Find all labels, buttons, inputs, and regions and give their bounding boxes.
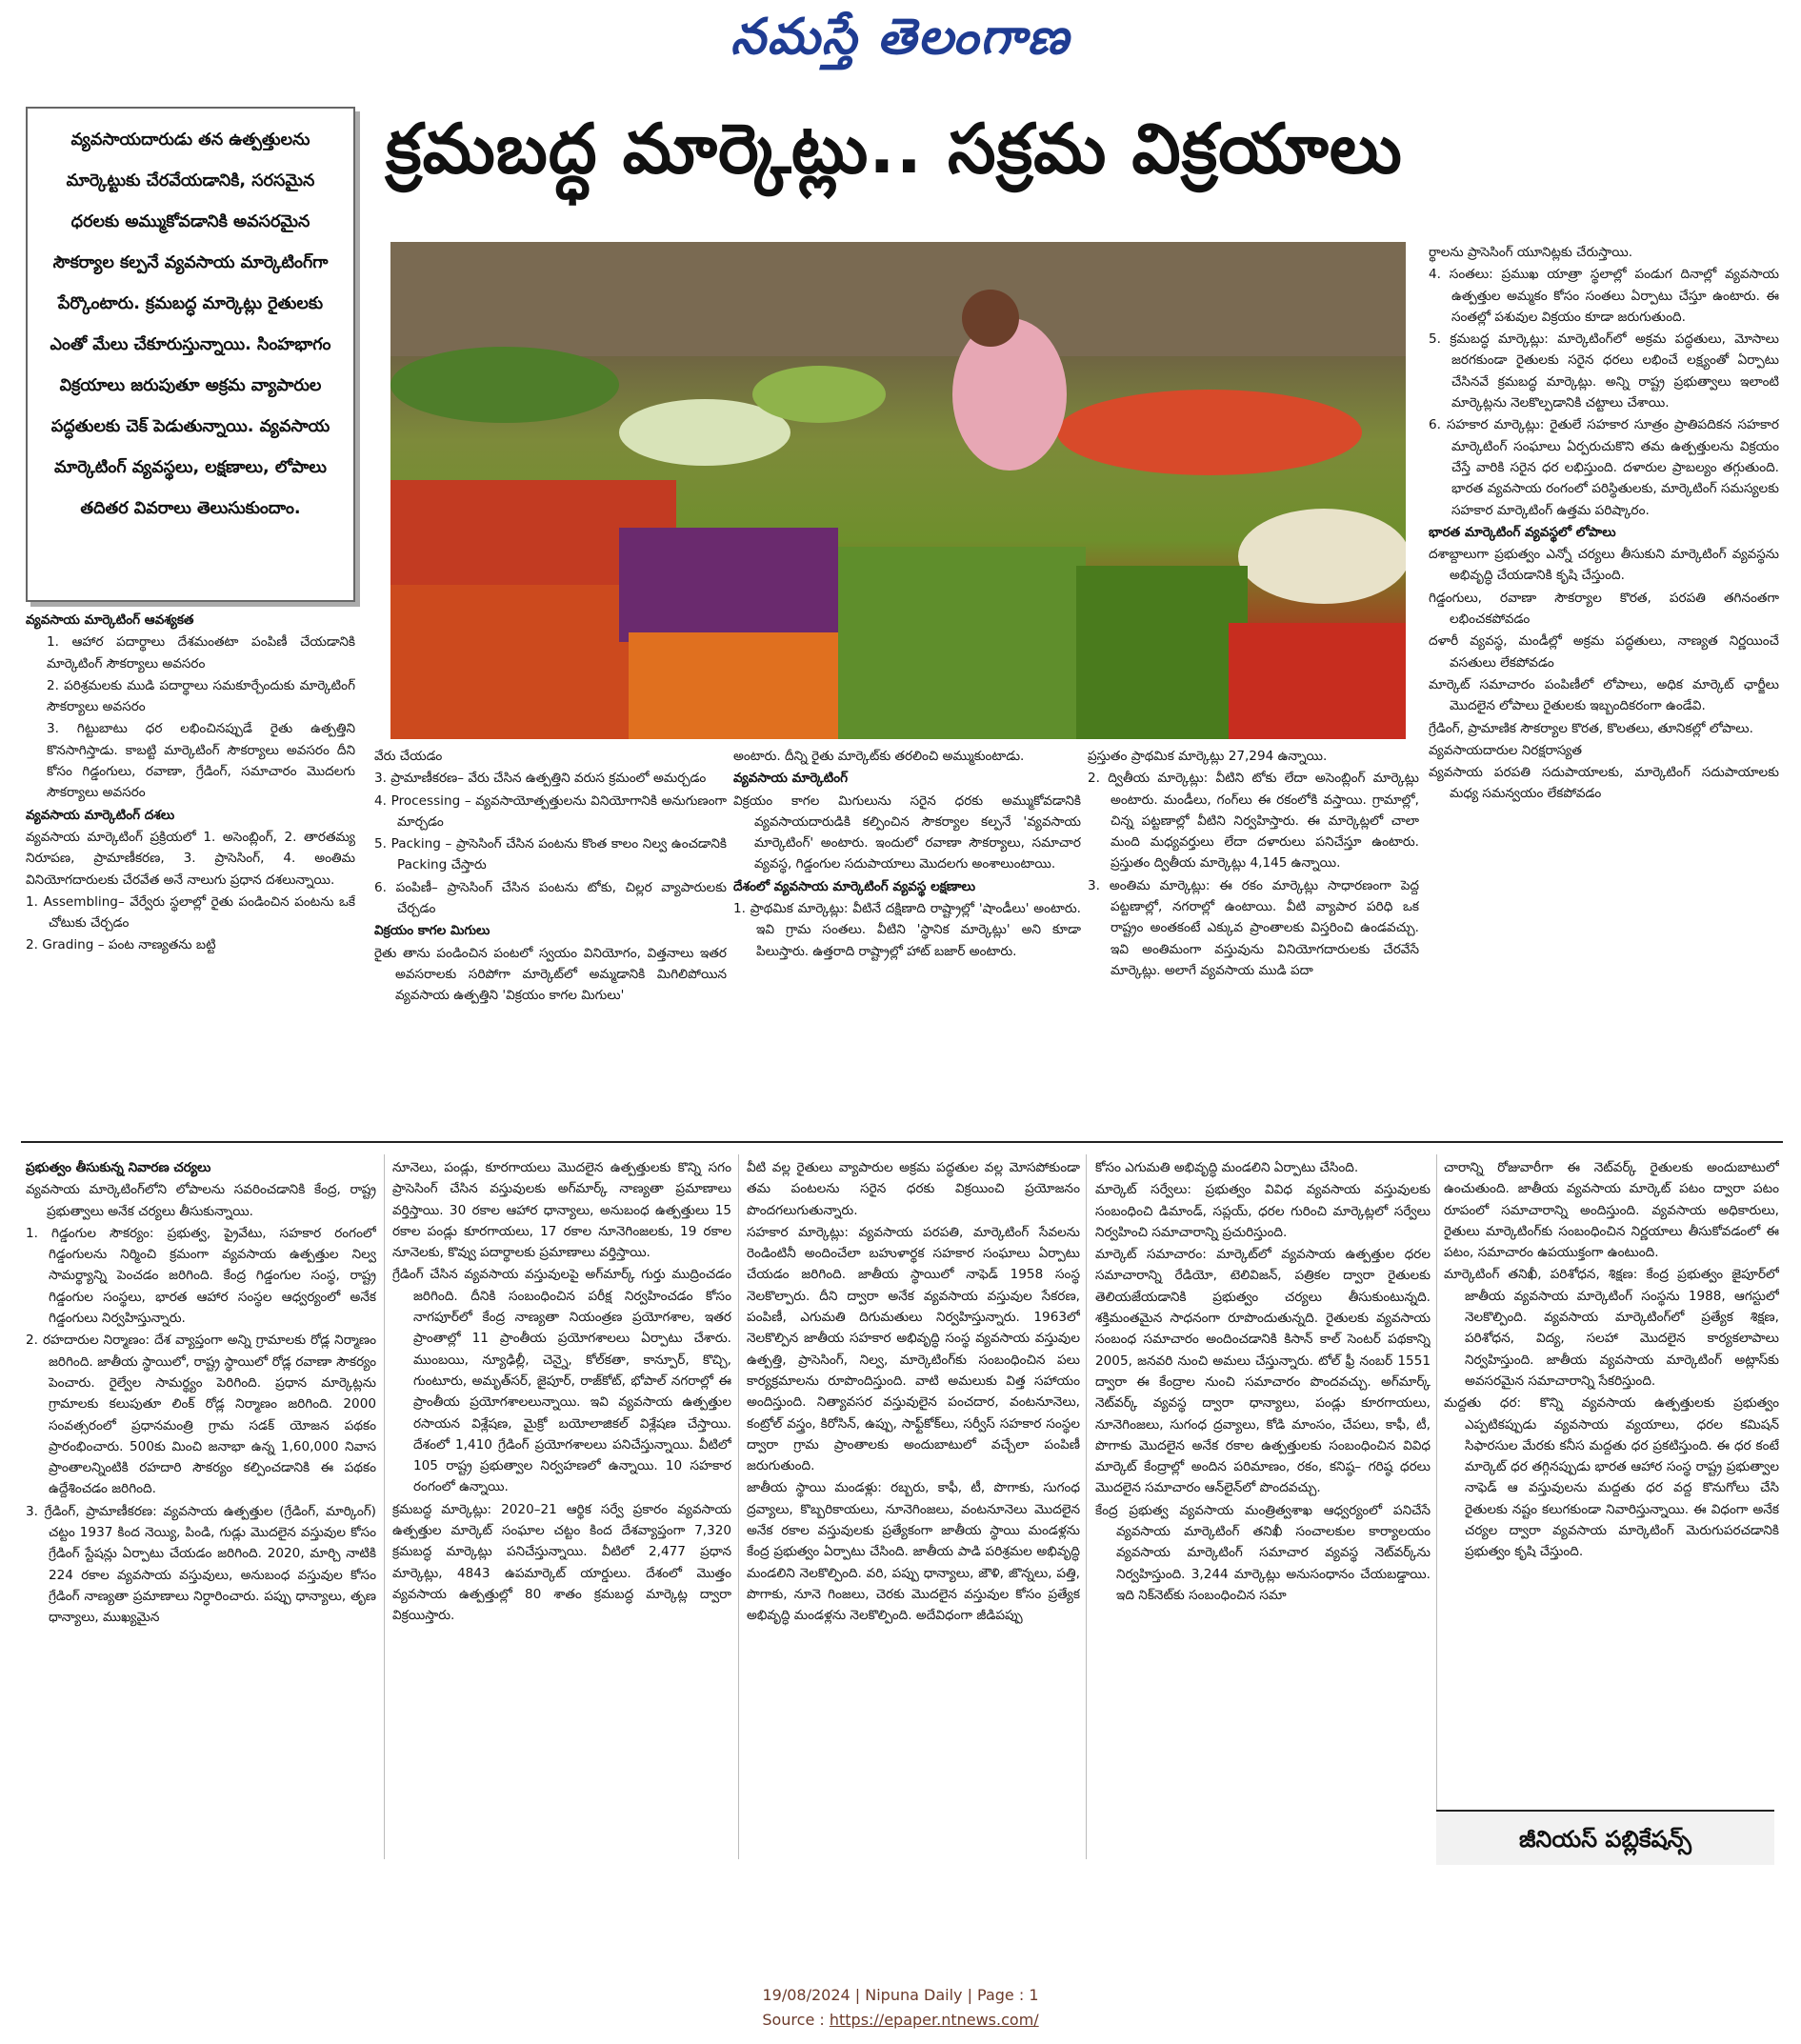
- paragraph: మార్కెట్ సమాచారం: మార్కెట్‌లో వ్యవసాయ ఉత్పత్తుల ధరల సమాచారాన్ని రేడియో, టెలివిజన్, పత్రికల ద్వారా రైతులకు తెలియజేయడానికి ప్రభుత్వం చర్యలు తీసుకుంటున్నది. శక్తిమంతమైన సాధనంగా రూపొందుతున్నది. రైతులకు వ్యవసాయ సంబంధ సమాచారం అందించడానికి కిసాన్ కాల్ సెంటర్ పథకాన్ని 2005, జనవరి నుంచి అమలు చేస్తున్నారు. టోల్ ఫ్రీ నంబర్ 1551 ద్వారా ఈ కేంద్రాల నుంచి సమాచారం పొందవచ్చు. అగ్‌మార్క్ నెట్‌వర్క్ వ్యవస్థ ద్వారా ధాన్యాలు, పండ్లు కూరగాయలు, నూనెగింజలు, సుగంధ ద్రవ్యాలు, కోడి మాంసం, చేపలు, కాఫీ, టీ, పొగాకు మొదలైన అనేక రకాల ఉత్పత్తులకు సంబంధించిన వివిధ మార్కెట్ కేంద్రాల్లో అందిన పరిమాణం, రకం, కనిష్ఠ– గరిష్ఠ ధరలు మొదలైన సమాచారం ఆన్‌లైన్‌లో పొందవచ్చు.: [1095, 1247, 1431, 1496]
- paragraph: వ్యవసాయ మార్కెటింగ్‌లోని లోపాలను సవరించడానికి కేంద్ర, రాష్ట్ర ప్రభుత్వాలు అనేక చర్యలు తీసుకున్నాయి.: [26, 1182, 376, 1219]
- paragraph: వీటి వల్ల రైతులు వ్యాపారుల అక్రమ పద్ధతుల వల్ల మోసపోకుండా తమ పంటలను సరైన ధరకు విక్రయించి ప్రయోజనం పొందగలుగుతున్నారు.: [747, 1160, 1080, 1218]
- list-item: 1. ప్రాథమిక మార్కెట్లు: వీటినే దక్షిణాది రాష్ట్రాల్లో 'షాండీలు' అంటారు. ఇవి గ్రామ సంతలు. వీటిని 'స్థానిక మార్కెట్లు' అని కూడా పిలుస్తారు. ఉత్తరాది రాష్ట్రాల్లో హాట్ బజార్ అంటారు.: [733, 901, 1081, 959]
- list-item: 3. ప్రామాణీకరణ– వేరు చేసిన ఉత్పత్తిని వరుస క్రమంలో అమర్చడం: [374, 771, 707, 787]
- paragraph: సహకార మార్కెట్లు: వ్యవసాయ పరపతి, మార్కెటింగ్ సేవలను రెండింటినీ అందించేలా బహుళార్థక సహకార సంఘాలు ఏర్పాటు చేయడం జరిగింది. జాతీయ స్థాయిలో నాఫెడ్ 1958 సంస్థ నెలకొల్పారు. దీని ద్వారా అనేక వ్యవసాయ వస్తువుల సేకరణ, పంపిణీ, ఎగుమతి దిగుమతులు నిర్వహిస్తున్నారు. 1963లో నెలకొల్పిన జాతీయ సహకార అభివృద్ధి సంస్థ వ్యవసాయ వస్తువుల ఉత్పత్తి, ప్రాసెసింగ్, నిల్వ, మార్కెటింగ్‌కు సంబంధించిన పలు కార్యక్రమాలను రూపొందిస్తుంది. వాటి అమలుకు విత్త సహాయం అందిస్తుంది. నిత్యావసర వస్తువులైన పంచదార, వంటనూనెలు, కంట్రోల్ వస్త్రం, కిరోసిన్, ఉప్పు, సాఫ్ట్‌కోక్‌లు, సర్వీస్ సహకార సంస్థల ద్వారా గ్రామ ప్రాంతాలకు అందుబాటులో వచ్చేలా పంపిణీ జరుగుతుంది.: [747, 1224, 1080, 1474]
- paragraph: చారాన్ని రోజువారీగా ఈ నెట్‌వర్క్ రైతులకు అందుబాటులో ఉంచుతుంది. జాతీయ వ్యవసాయ మార్కెట్ పటం ద్వారా పటం రూపంలో సమాచారాన్ని అందిస్తుంది. వ్యవసాయ అధికారులు, రైతులు మార్కెటింగ్‌కు సంబంధించిన నిర్ణయాలు తీసుకోవడంలో ఈ పటం, సమాచారం ఉపయుక్తంగా ఉంటుంది.: [1444, 1160, 1779, 1261]
- paragraph: అంటారు. దీన్ని రైతు మార్కెట్‌కు తరలించి అమ్ముకుంటాడు.: [733, 749, 1025, 764]
- list-item: 3. గిట్టుబాటు ధర లభించినప్పుడే రైతు ఉత్పత్తిని కొనసాగిస్తాడు. కాబట్టి మార్కెటింగ్ సౌకర్యాలు అవసరం దీని కోసం గిడ్డంగులు, రవాణా, గ్రేడింగ్, సమాచారం మొదలగు సౌకర్యాలు అవసరం: [47, 721, 355, 801]
- paragraph: కోసం ఎగుమతి అభివృద్ధి మండలిని ఏర్పాటు చేసింది.: [1095, 1160, 1359, 1175]
- publisher-credit: జీనియస్ పబ్లికేషన్స్: [1436, 1810, 1774, 1865]
- section-heading: వ్యవసాయ మార్కెటింగ్ దశలు: [26, 807, 175, 823]
- list-item: 2. రహదారుల నిర్మాణం: దేశ వ్యాప్తంగా అన్ని గ్రామాలకు రోడ్ల నిర్మాణం జరిగింది. జాతీయ స్థాయిలో, రాష్ట్ర స్థాయిలో రోడ్ల రవాణా సౌకర్యం పెంచారు. రైల్వేల సామర్థ్యం పెరిగింది. ప్రధాన మార్కెట్లను గ్రామాలకు కలుపుతూ లింక్ రోడ్ల నిర్మాణం జరిగింది. 2000 సంవత్సరంలో ప్రధానమంత్రి గ్రామ సడక్ యోజన పథకం ప్రారంభించారు. 500కు మించి జనాభా ఉన్న 1,60,000 నివాస ప్రాంతాలన్నింటికి రహదారి సౌకర్యం కల్పించడానికి ఈ పథకం ఉద్దేశించడం జరిగింది.: [26, 1333, 376, 1497]
- masthead: [0, 0, 1801, 78]
- list-item: 5. Packing – ప్రాసెసింగ్ చేసిన పంటను కొంత కాలం నిల్వ ఉంచడానికి Packing చేస్తారు: [374, 836, 727, 873]
- paragraph: వేరు చేయడం: [374, 749, 443, 764]
- column-2: [374, 746, 727, 1127]
- list-item: 2. ద్వితీయ మార్కెట్లు: వీటిని టోకు లేదా అసెంబ్లింగ్ మార్కెట్లు అంటారు. మండీలు, గంగ్‌లు ఈ రకంలోకి వస్తాయి. గ్రామాల్లో, చిన్న పట్టణాల్లో వీటిని నిర్వహిస్తారు. ఈ మార్కెట్లలో చాలా మంది మధ్యవర్తులు లేదా దళారులు పనిచేస్తూ ఉంటారు. ప్రస్తుతం ద్వితీయ మార్కెట్లు 4,145 ఉన్నాయి.: [1088, 771, 1419, 872]
- column-rule: [1436, 1154, 1437, 1859]
- lower-column-3: [747, 1157, 1080, 1876]
- paragraph: క్రమబద్ధ మార్కెట్లు: 2020–21 ఆర్థిక సర్వే ప్రకారం వ్యవసాయ ఉత్పత్తుల మార్కెట్ సంఘాల చట్టం కింద దేశవ్యాప్తంగా 7,320 క్రమబద్ధ మార్కెట్లు పనిచేస్తున్నాయి. వీటిలో 2,477 ప్రధాన మార్కెట్లు, 4843 ఉపమార్కెట్ యార్డులు. దేశంలో మొత్తం వ్యవసాయ ఉత్పత్తుల్లో 80 శాతం క్రమబద్ధ మార్కెట్ల ద్వారా విక్రయిస్తారు.: [392, 1501, 731, 1624]
- lower-column-2: [392, 1157, 731, 1876]
- section-heading: వ్యవసాయ మార్కెటింగ్: [733, 771, 849, 787]
- paragraph: ర్థాలను ప్రాసెసింగ్ యూనిట్లకు చేరుస్తాయి.: [1429, 245, 1633, 260]
- bullet-item: దళారీ వ్యవస్థ, మండీల్లో అక్రమ పద్ధతులు, నాణ్యత నిర్ణయించే వసతులు లేకపోవడం: [1429, 633, 1779, 671]
- market-photo-art: [390, 242, 1406, 739]
- lower-column-1: [26, 1157, 376, 1876]
- source-link[interactable]: https://epaper.ntnews.com/: [829, 2011, 1039, 2029]
- list-item: 2. Grading – పంట నాణ్యతను బట్టి: [26, 937, 216, 953]
- list-item: 5. క్రమబద్ధ మార్కెట్లు: మార్కెటింగ్‌లో అక్రమ పద్ధతులు, మోసాలు జరగకుండా రైతులకు సరైన ధరలు లభించే లక్ష్యంతో ఏర్పాటు చేసినవే క్రమబద్ధ మార్కెట్లు. అన్ని రాష్ట్ర ప్రభుత్వాలు ఇలాంటి మార్కెట్లను నెలకొల్పడానికి చట్టాలు చేశాయి.: [1429, 331, 1779, 411]
- section-heading: విక్రయం కాగల మిగులు: [374, 923, 490, 939]
- bullet-item: దశాబ్దాలుగా ప్రభుత్వం ఎన్నో చర్యలు తీసుకుని మార్కెటింగ్ వ్యవస్థను అభివృద్ధి చేయడానికి కృషి చేస్తుంది.: [1429, 547, 1779, 584]
- section-heading: ప్రభుత్వం తీసుకున్న నివారణ చర్యలు: [26, 1160, 211, 1175]
- paragraph: గ్రేడింగ్ చేసిన వ్యవసాయ వస్తువులపై అగ్‌మార్క్ గుర్తు ముద్రించడం జరిగింది. దీనికి సంబంధించిన పరీక్ష నిర్వహించడం కోసం నాగపూర్‌లో కేంద్ర నాణ్యతా నియంత్రణ ప్రయోగశాల, ఇతర ప్రాంతాల్లో 11 ప్రాంతీయ ప్రయోగశాలలు ఏర్పాటు చేశారు. ముంబయి, న్యూఢిల్లీ, చెన్నై, కోల్‌కతా, కాన్పూర్, కొచ్చి, గుంటూరు, అమృత్‌సర్, జైపూర్, రాజ్‌కోట్, భోపాల్ నగరాల్లో ఈ ప్రాంతీయ ప్రయోగశాలలున్నాయి. ఇవి వ్యవసాయ ఉత్పత్తుల రసాయన విశ్లేషణ, మైక్రో బయోలాజికల్ విశ్లేషణ చేస్తాయి. దేశంలో 1,410 గ్రేడింగ్ ప్రయోగశాలలు పనిచేస్తున్నాయి. వీటిలో 105 రాష్ట్ర ప్రభుత్వాల నిర్వహణలో ఉన్నాయి. 10 సహకార రంగంలో ఉన్నాయి.: [392, 1267, 731, 1495]
- column-1: [26, 610, 355, 1124]
- list-item: 6. సహకార మార్కెట్లు: రైతులే సహకార సూత్రం ప్రాతిపదికన సహకార మార్కెటింగ్ సంఘాలు ఏర్పరుచుకొని తమ ఉత్పత్తులను విక్రయం చేస్తే వారికి సరైన ధర లభిస్తుంది. దళారుల ప్రాబల్యం తగ్గుతుంది. భారత వ్యవసాయ రంగంలో పరిస్థితులకు, మార్కెటింగ్ సమస్యలకు సహకార మార్కెటింగ్ ఉత్తమ పరిష్కారం.: [1429, 417, 1779, 518]
- headline: క్రమబద్ధ మార్కెట్లు.. సక్రమ విక్రయాలు: [386, 109, 1403, 189]
- lower-column-5: [1444, 1157, 1779, 1805]
- list-item: 1. గిడ్డంగుల సౌకర్యం: ప్రభుత్వ, ప్రైవేటు, సహకార రంగంలో గిడ్డంగులను నిర్మించి క్రమంగా వ్యవసాయ ఉత్పత్తుల నిల్వ సామర్థ్యాన్ని పెంచడం జరిగింది. కేంద్ర గిడ్డంగుల సంస్థ, రాష్ట్ర గిడ్డంగుల సంస్థలు, భారత ఆహార సంస్థల ఆధ్వర్యంలో అనేక గిడ్డంగులు నిర్వహిస్తున్నారు.: [26, 1225, 376, 1327]
- column-rule: [738, 1154, 739, 1859]
- newspaper-logo: నమస్తే తెలంగాణ: [730, 8, 1071, 66]
- paragraph: ప్రస్తుతం ప్రాథమిక మార్కెట్లు 27,294 ఉన్నాయి.: [1088, 749, 1328, 764]
- section-divider: [21, 1141, 1783, 1143]
- paragraph: మద్దతు ధర: కొన్ని వ్యవసాయ ఉత్పత్తులకు ప్రభుత్వం ఎప్పటికప్పుడు వ్యవసాయ వ్యయాలు, ధరల కమిషన్ సిఫారసుల మేరకు కనీస మద్దతు ధర ప్రకటిస్తుంది. ఈ ధర కంటే మార్కెట్ ధర తగ్గినప్పుడు భారత ఆహార సంస్థ రాష్ట్ర ప్రభుత్వాల నాఫెడ్ ఆ వస్తువులను మద్దతు ధర వద్ద కొనుగోలు చేసి రైతులకు నష్టం కలుగకుండా నివారిస్తున్నాయి. ఈ విధంగా అనేక చర్యల ద్వారా వ్యవసాయ మార్కెటింగ్ మెరుగుపరచడానికి ప్రభుత్వం కృషి చేస్తుంది.: [1444, 1395, 1779, 1560]
- list-item: 1. ఆహార పదార్థాలు దేశమంతటా పంపిణీ చేయడానికి మార్కెటింగ్ సౌకర్యాలు అవసరం: [47, 634, 355, 671]
- paragraph: కేంద్ర ప్రభుత్వ వ్యవసాయ మంత్రిత్వశాఖ ఆధ్వర్యంలో పనిచేసే వ్యవసాయ మార్కెటింగ్ తనిఖీ సంచాలకుల కార్యాలయం వ్యవసాయ మార్కెటింగ్ సమాచార వ్యవస్థ నెట్‌వర్క్‌ను నిర్వహిస్తుంది. 3,244 మార్కెట్లు అనుసంధానం చేయబడ్డాయి. ఇది నిక్‌నెట్‌కు సంబంధించిన సమా: [1095, 1502, 1431, 1603]
- section-heading: భారత మార్కెటింగ్ వ్యవస్థలో లోపాలు: [1429, 524, 1616, 540]
- bullet-item: వ్యవసాయదారుల నిరక్షరాస్యత: [1429, 742, 1582, 758]
- column-4: [1088, 746, 1419, 1127]
- column-rule: [1086, 1154, 1087, 1859]
- intro-box: [26, 107, 355, 602]
- section-heading: వ్యవసాయ మార్కెటింగ్ ఆవశ్యకత: [26, 612, 194, 628]
- paragraph: రైతు తాను పండించిన పంటలో స్వయం వినియోగం, విత్తనాలు ఇతర అవసరాలకు సరిపోగా మార్కెట్‌లో అమ్మడానికి మిగిలిపోయిన వ్యవసాయ ఉత్పత్తిని 'విక్రయం కాగల మిగులు': [374, 945, 727, 1004]
- paragraph: మార్కెట్ సర్వేలు: ప్రభుత్వం వివిధ వ్యవసాయ వస్తువులకు సంబంధించి డిమాండ్, సప్లయ్, ధరల గురించి మార్కెట్లలో సర్వేలు నిర్వహించి సమాచారాన్ని ప్రచురిస్తుంది.: [1095, 1182, 1431, 1240]
- bullet-item: గిడ్డంగులు, రవాణా సౌకర్యాల కొరత, పరపతి తగినంతగా లభించకపోవడం: [1429, 590, 1779, 628]
- market-photo: [390, 242, 1406, 739]
- list-item: 4. సంతలు: ప్రముఖ యాత్రా స్థలాల్లో పండుగ దినాల్లో వ్యవసాయ ఉత్పత్తుల అమ్మకం కోసం సంతలు ఏర్పాటు చేస్తూ ఉంటారు. ఈ సంతల్లో పశువుల విక్రయం కూడా జరుగుతుంది.: [1429, 267, 1779, 325]
- lower-column-4: [1095, 1157, 1431, 1876]
- page-footer: [0, 1983, 1801, 2040]
- list-item: 3. అంతిమ మార్కెట్లు: ఈ రకం మార్కెట్లు సాధారణంగా పెద్ద పట్టణాల్లో, నగరాల్లో ఉంటాయి. వీటి వ్యాపార పరిధి ఒక రాష్ట్రం అంతకంటే ఎక్కువ ప్రాంతాలకు విస్తరించి ఉండవచ్చు. ఇవి అంతిమంగా వస్తువును వినియోగదారులకు చేరవేసే మార్కెట్లు. అలాగే వ్యవసాయ ముడి పదా: [1088, 877, 1419, 978]
- list-item: 2. పరిశ్రమలకు ముడి పదార్థాలు సమకూర్చేందుకు మార్కెటింగ్ సౌకర్యాలు అవసరం: [47, 677, 355, 715]
- list-item: 4. Processing – వ్యవసాయోత్పత్తులను వినియోగానికి అనుగుణంగా మార్చడం: [374, 792, 727, 830]
- paragraph: మార్కెటింగ్ తనిఖీ, పరిశోధన, శిక్షణ: కేంద్ర ప్రభుత్వం జైపూర్‌లో జాతీయ వ్యవసాయ మార్కెటింగ్ సంస్థను 1988, ఆగస్టులో నెలకొల్పింది. వ్యవసాయ మార్కెటింగ్‌లో ప్రత్యేక శిక్షణ, పరిశోధన, విద్య, సలహా మొదలైన కార్యకలాపాలు నిర్వహిస్తుంది. జాతీయ వ్యవసాయ మార్కెటింగ్ అట్లాస్‌కు అవసరమైన సమాచారాన్ని సేకరిస్తుంది.: [1444, 1267, 1779, 1389]
- paragraph: విక్రయం కాగల మిగులును సరైన ధరకు అమ్ముకోవడానికి వ్యవసాయదారుడికి కల్పించిన సౌకర్యాల కల్పనే 'వ్యవసాయ మార్కెటింగ్' అంటారు. ఇందులో రవాణా సౌకర్యాలు, సమాచార వ్యవస్థ, గిడ్డంగుల సదుపాయాలు మొదలగు అంశాలుంటాయి.: [733, 792, 1081, 872]
- list-item: 6. పంపిణీ– ప్రాసెసింగ్ చేసిన పంటను టోకు, చిల్లర వ్యాపారులకు చేర్చడం: [374, 879, 727, 917]
- column-3: [733, 746, 1081, 1127]
- intro-text: వ్యవసాయదారుడు తన ఉత్పత్తులను మార్కెట్టుకు చేరవేయడానికి, సరసమైన ధరలకు అమ్ముకోవడానికి అవసరమైన సౌకర్యాల కల్పనే వ్యవసాయ మార్కెటింగ్‌గా పేర్కొంటారు. క్రమబద్ధ మార్కెట్లు రైతులకు ఎంతో మేలు చేకూరుస్తున్నాయి. సింహభాగం విక్రయాలు జరుపుతూ అక్రమ వ్యాపారుల పద్ధతులకు చెక్ పెడుతున్నాయి. వ్యవసాయ మార్కెటింగ్ వ్యవస్థలు, లక్షణాలు, లోపాలు తదితర వివరాలు తెలుసుకుందాం.: [50, 130, 331, 518]
- paragraph: వ్యవసాయ మార్కెటింగ్ ప్రక్రియలో 1. అసెంబ్లింగ్, 2. తారతమ్య నిరూపణ, ప్రామాణీకరణ, 3. ప్రాసెసింగ్, 4. అంతిమ వినియోగదారులకు చేరవేత అనే నాలుగు ప్రధాన దశలున్నాయి.: [26, 829, 355, 888]
- list-item: 3. గ్రేడింగ్, ప్రామాణీకరణ: వ్యవసాయ ఉత్పత్తుల (గ్రేడింగ్, మార్కింగ్) చట్టం 1937 కింద నెయ్యి, పిండి, గుడ్లు మొదలైన వస్తువుల కోసం గ్రేడింగ్ స్టేషన్లు ఏర్పాటు చేయడం జరిగింది. 2020, మార్చి నాటికి 224 రకాల వ్యవసాయ వస్తువులు, అనుబంధ వస్తువుల కోసం గ్రేడింగ్ నాణ్యతా ప్రమాణాలు నిర్ధారించారు. పప్పు ధాన్యాలు, తృణ ధాన్యాలు, ముఖ్యమైన: [26, 1503, 376, 1626]
- column-5: [1429, 242, 1779, 1128]
- section-heading: దేశంలో వ్యవసాయ మార్కెటింగ్ వ్యవస్థ లక్షణాలు: [733, 878, 976, 894]
- bullet-item: వ్యవసాయ పరపతి సదుపాయాలకు, మార్కెటింగ్ సదుపాయాలకు మధ్య సమన్వయం లేకపోవడం: [1429, 765, 1779, 802]
- bullet-item: గ్రేడింగ్, ప్రామాణిక సౌకర్యాల కొరత, కొలతలు, తూనికల్లో లోపాలు.: [1429, 720, 1753, 736]
- footer-source: [0, 2008, 1801, 2033]
- bullet-item: మార్కెట్ సమాచారం పంపిణీలో లోపాలు, అధిక మార్కెట్ ఛార్జీలు మొదలైన లోపాలు రైతులకు ఇబ్బందికరంగా ఉండేవి.: [1429, 676, 1779, 714]
- source-label: Source :: [762, 2011, 830, 2029]
- paragraph: నూనెలు, పండ్లు, కూరగాయలు మొదలైన ఉత్పత్తులకు కొన్ని సగం ప్రాసెసింగ్ చేసిన వస్తువులకు అగ్‌మార్క్ నాణ్యతా ప్రమాణాలు వర్తిస్తాయి. 30 రకాల ఆహార ధాన్యాలు, అనుబంధ ఉత్పత్తులు 15 రకాల పండ్లు కూరగాయలు, 17 రకాల నూనెగింజలకు, 19 రకాల నూనెలకు, కొవ్వు పదార్థాలకు ప్రమాణాలు వర్తిస్తాయి.: [392, 1160, 731, 1261]
- column-rule: [384, 1154, 385, 1859]
- paragraph: జాతీయ స్థాయి మండళ్లు: రబ్బరు, కాఫీ, టీ, పొగాకు, సుగంధ ద్రవ్యాలు, కొబ్బరికాయలు, నూనెగింజలు, వంటనూనెలు మొదలైన అనేక రకాల వస్తువులకు ప్రత్యేకంగా జాతీయ స్థాయి మండళ్లను కేంద్ర ప్రభుత్వం ఏర్పాటు చేసింది. జాతీయ పాడి పరిశ్రమల అభివృద్ధి మండలిని నెలకొల్పింది. వరి, పప్పు ధాన్యాలు, జౌళి, జొన్నలు, పత్తి, పొగాకు, నూనె గింజలు, చెరకు మొదలైన వస్తువుల కోసం ప్రత్యేక అభివృద్ధి మండళ్లను నెలకొల్పింది. అదేవిధంగా జీడిపప్పు: [747, 1480, 1080, 1624]
- footer-date-line: 19/08/2024 | Nipuna Daily | Page : 1: [762, 1986, 1039, 2004]
- list-item: 1. Assembling– వేర్వేరు స్థలాల్లో రైతు పండించిన పంటను ఒకే చోటుకు చేర్చడం: [26, 893, 355, 932]
